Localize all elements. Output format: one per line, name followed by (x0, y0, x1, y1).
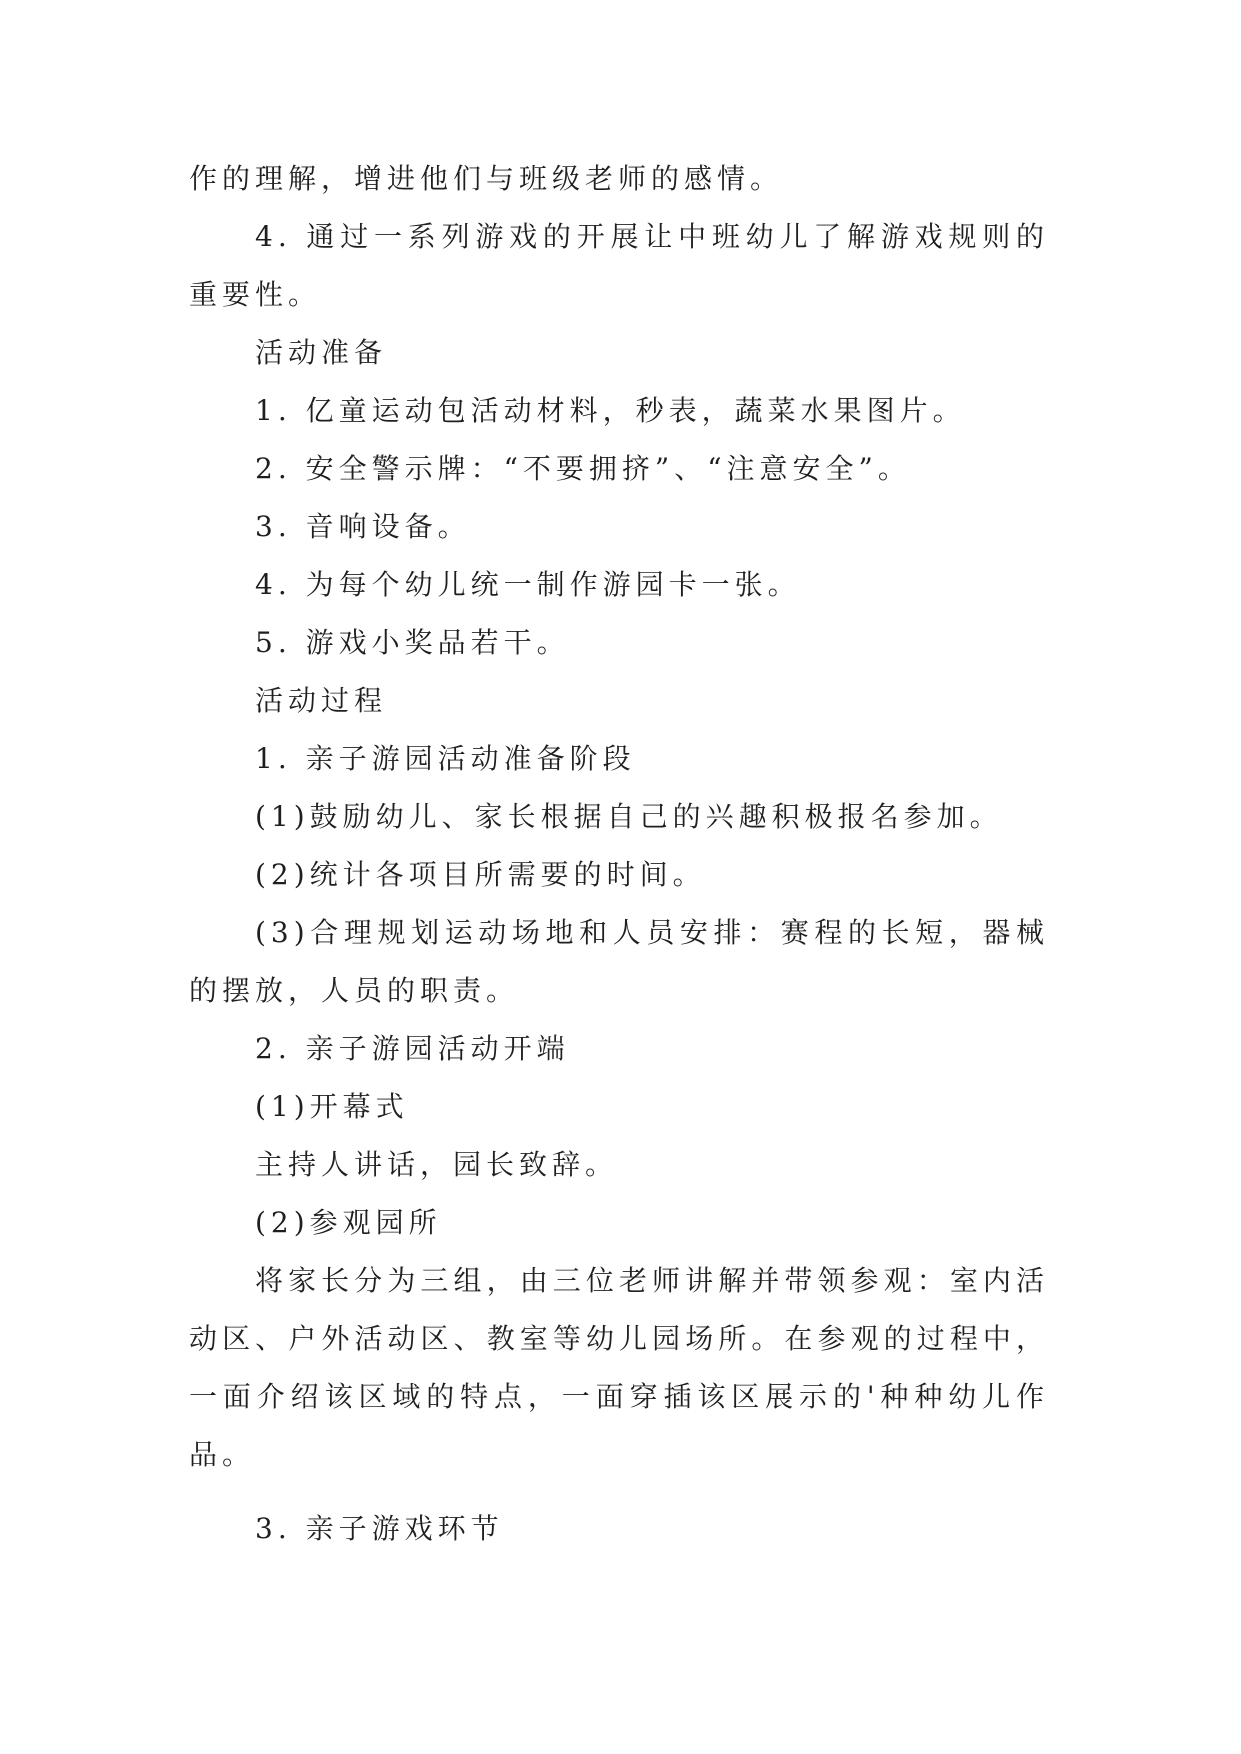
list-item-preparation-3: 3. 音响设备。 (255, 510, 471, 543)
process-step-1-item-2: (2)统计各项目所需要的时间。 (255, 858, 706, 891)
process-step-2-item-1-detail: 主持人讲话，园长致辞。 (255, 1148, 619, 1181)
process-step-1-item-1: (1)鼓励幼儿、家长根据自己的兴趣积极报名参加。 (255, 800, 1003, 833)
paragraph-goal-4: 4. 通过一系列游戏的开展让中班幼儿了解游戏规则的重要性。 (189, 220, 1049, 311)
paragraph-continuation: 作的理解，增进他们与班级老师的感情。 (189, 162, 784, 195)
process-step-2-item-2-detail: 将家长分为三组，由三位老师讲解并带领参观：室内活动区、户外活动区、教室等幼儿园场所。在参观的过程中，一面介绍该区域的特点，一面穿插该区展示的'种种幼儿作品。 (189, 1264, 1049, 1471)
process-step-2-item-2: (2)参观园所 (255, 1206, 442, 1239)
document-body (189, 150, 1049, 1558)
process-step-3-heading: 3. 亲子游戏环节 (255, 1512, 504, 1545)
process-step-2-heading: 2. 亲子游园活动开端 (255, 1032, 570, 1065)
section-heading-preparation: 活动准备 (255, 336, 388, 369)
list-item-preparation-1: 1. 亿童运动包活动材料，秒表，蔬菜水果图片。 (255, 394, 966, 427)
process-step-1-item-3: (3)合理规划运动场地和人员安排：赛程的长短，器械的摆放，人员的职责。 (189, 916, 1049, 1007)
section-heading-process: 活动过程 (255, 684, 388, 717)
process-step-2-item-1: (1)开幕式 (255, 1090, 409, 1123)
process-step-1-heading: 1. 亲子游园活动准备阶段 (255, 742, 636, 775)
list-item-preparation-5: 5. 游戏小奖品若干。 (255, 626, 570, 659)
list-item-preparation-2: 2. 安全警示牌：“不要拥挤”、“注意安全”。 (255, 452, 911, 485)
list-item-preparation-4: 4. 为每个幼儿统一制作游园卡一张。 (255, 568, 801, 601)
